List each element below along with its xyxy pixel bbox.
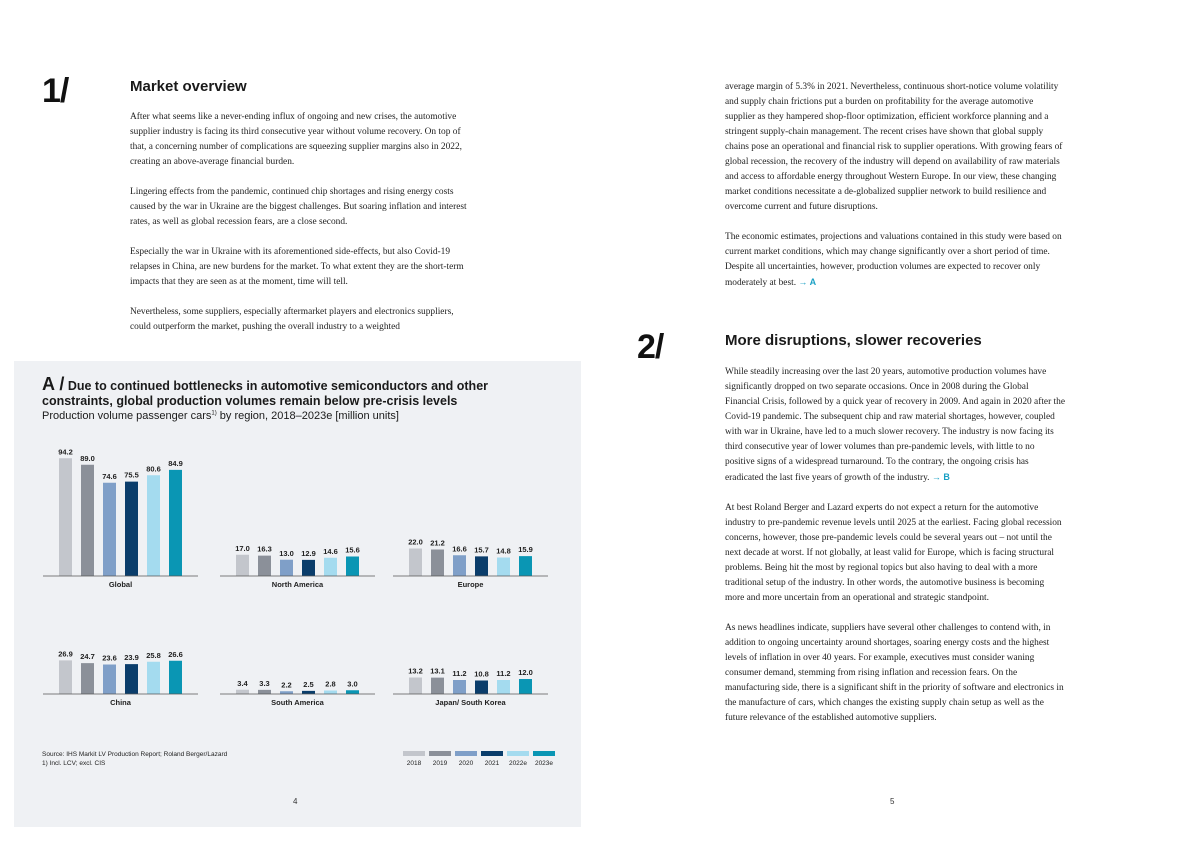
- bar: [125, 664, 138, 694]
- footnote-line: 1) Incl. LCV; excl. CIS: [42, 760, 106, 767]
- bar: [236, 555, 249, 576]
- chart-panel-north-america: [220, 544, 375, 589]
- data-label: 14.8: [496, 546, 511, 556]
- paragraph: Especially the war in Ukraine with its aforementioned side-effects, but also Covid-19 relapses in China, are new burdens for the market. To what extent they are the short-term impacts that they are seen as at the moment, time will tell.: [130, 247, 464, 287]
- paragraph: At best Roland Berger and Lazard experts do not expect a return for the automotive industry to pre-pandemic revenue levels until 2025 at the earliest. Facing global recession concerns, however, those pre-pandemic levels could be several years out – not until the next decade at worst. If not globally, at least valid for Europe, which is facing structural problems. Being hit the most by regional topics but also having to deal with a more traditional setup of the industry. In other words, the automotive business is becoming more and more uncertain from an operational and strategic standpoint.: [725, 503, 1062, 603]
- data-label: 2.5: [303, 679, 314, 689]
- bar: [519, 556, 532, 576]
- legend-label: 2018: [406, 760, 422, 767]
- data-label: 3.3: [259, 678, 270, 688]
- paragraph-text: The economic estimates, projections and valuations contained in this study were based on current market conditions, which may change significantly over a short period of time. Despite all uncertainties, however, production volumes are expected to recover only moderately at best.: [725, 232, 1062, 288]
- data-label: 12.9: [301, 548, 316, 558]
- region-label: South America: [271, 698, 324, 707]
- subtitle-rest: by region, 2018–2023e [million units]: [216, 410, 399, 422]
- data-label: 3.4: [237, 678, 248, 688]
- bar: [346, 557, 359, 577]
- paragraph: As news headlines indicate, suppliers have several other challenges to contend with, in addition to ongoing uncertainty around shortages, soaring energy costs and the highest levels of inflation in over 40 years. For example, executives must consider waning consumer demand, stemming from rising inflation and recession fears. On the manufacturing side, there is a significant shift in the priority of software and electronics in the manufacture of cars, which changes the existing supply chain setup as well as the future relevance of the established automotive suppliers.: [725, 623, 1064, 723]
- bar: [236, 690, 249, 694]
- legend-item: [403, 751, 425, 767]
- data-label: 26.9: [58, 649, 73, 659]
- bar: [81, 465, 94, 576]
- data-label: 24.7: [80, 652, 95, 662]
- legend-label: 2020: [458, 760, 474, 767]
- data-label: 15.6: [345, 545, 360, 555]
- exhibit-a: [14, 361, 581, 827]
- paragraph-text: While steadily increasing over the last 20 years, automotive production volumes have significantly dropped on two separate occasions. Once in 2008 during the Global Financial Crisis, followed by a quick year of recovery in 2009. And again in 2020 after the Covid-19 pandemic. The subsequent chip and raw material shortages, however, coupled with war in Ukraine, have led to a much slower recovery. The industry is now facing its third consecutive year of lower volumes than pre-pandemic levels, with little to no positive signs of a widespread turnaround. To the contrary, the ongoing crisis has eradicated the last five years of growth of the industry.: [725, 367, 1066, 483]
- region-label: Global: [108, 580, 133, 589]
- bar: [453, 680, 466, 694]
- region-label: China: [110, 698, 131, 707]
- legend-swatch: [507, 751, 529, 756]
- data-label: 13.1: [430, 666, 445, 676]
- legend-label: 2023e: [534, 760, 554, 767]
- data-label: 3.0: [347, 679, 358, 689]
- section-number-1: 1/: [42, 72, 69, 110]
- data-label: 26.6: [168, 649, 183, 659]
- legend-item: [429, 751, 451, 767]
- legend-swatch: [429, 751, 451, 756]
- region-label: Japan/ South Korea: [435, 698, 506, 707]
- paragraph: average margin of 5.3% in 2021. Nevertheless, continuous short-notice volume volatility and supply chain frictions put a burden on profitability for the average automotive supplier as they hampered shop-floor optimization, efficient workforce planning and a stringent supply-chain management. The recent crises have shown that global supply chains pose an operational and financial risk to supplier operations. With growing fears of global recession, the recovery of the industry will depend on availability of raw materials and access to affordable energy throughout Western Europe. In our view, these changing market conditions necessitate a de-globalized supplier network to build resilience and overcome current and future disruptions.: [725, 82, 1063, 212]
- bar: [497, 558, 510, 577]
- data-label: 22.0: [408, 537, 423, 547]
- data-label: 11.2: [496, 669, 511, 678]
- bar: [59, 660, 72, 694]
- legend-swatch: [455, 751, 477, 756]
- data-label: 23.9: [124, 653, 139, 663]
- paragraph: After what seems like a never-ending influx of ongoing and new crises, the automotive supplier industry is facing its third consecutive year without volume recovery. On top of that, a concerning number of complications are squeezing supplier margins also in 2022, creating an above-average financial burden.: [130, 112, 463, 167]
- bar: [324, 691, 337, 695]
- bar: [147, 662, 160, 694]
- exhibit-title-text: Due to continued bottlenecks in automotive semiconductors and other constraints, global production volumes remain below pre-crisis levels: [42, 379, 489, 408]
- region-label: Europe: [457, 580, 484, 589]
- legend-item: [455, 751, 477, 767]
- bar: [258, 690, 271, 694]
- bar: [409, 678, 422, 695]
- bar: [324, 558, 337, 576]
- data-label: 13.0: [279, 548, 294, 558]
- chart-panel-south-america: [220, 679, 375, 707]
- exhibit-b-link[interactable]: → B: [931, 472, 950, 482]
- chart-panel-japan-south-korea: [393, 667, 548, 708]
- data-label: 14.6: [323, 546, 338, 556]
- bar: [453, 555, 466, 576]
- data-label: 17.0: [235, 543, 250, 553]
- bar: [431, 678, 444, 694]
- bar: [125, 482, 138, 576]
- chart-panel-china: [43, 649, 198, 707]
- source-line: Source: IHS Markit LV Production Report; Roland Berger/Lazard: [42, 751, 228, 758]
- data-label: 16.6: [452, 544, 467, 554]
- exhibit-a-link[interactable]: → A: [798, 277, 817, 287]
- data-label: 12.0: [518, 668, 533, 677]
- data-label: 13.2: [408, 666, 423, 676]
- right-body-text: [725, 365, 1065, 741]
- data-label: 80.6: [146, 464, 161, 474]
- legend-item: [507, 751, 529, 767]
- bar: [302, 691, 315, 694]
- bar: [475, 681, 488, 695]
- data-label: 2.8: [325, 679, 336, 689]
- left-body-text: [130, 110, 470, 350]
- bar: [280, 560, 293, 576]
- bar: [103, 665, 116, 695]
- legend-label: 2019: [432, 760, 448, 767]
- right-page: [595, 0, 1190, 841]
- bar: [169, 470, 182, 576]
- bar: [409, 549, 422, 577]
- subtitle-footnote-mark: 1): [211, 410, 217, 417]
- paragraph: Nevertheless, some suppliers, especially aftermarket players and electronics suppliers, could outperform the market, pushing the overall industry to a weighted: [130, 307, 454, 332]
- data-label: 23.6: [102, 653, 117, 663]
- data-label: 74.6: [102, 471, 117, 481]
- bar: [519, 679, 532, 694]
- chart-panel-global: [43, 447, 198, 589]
- data-label: 84.9: [168, 458, 183, 468]
- data-label: 25.8: [146, 650, 161, 660]
- bar: [103, 483, 116, 576]
- data-label: 75.5: [124, 470, 139, 480]
- data-label: 15.7: [474, 545, 489, 555]
- paragraph: [725, 230, 1065, 291]
- legend-item: [481, 751, 503, 767]
- subtitle-text: Production volume passenger cars: [42, 410, 212, 422]
- paragraph: Lingering effects from the pandemic, continued chip shortages and rising energy costs caused by the war in Ukraine are the biggest challenges. But soaring inflation and interest rates, as well as global recession fears, are a close second.: [130, 187, 467, 227]
- bar: [475, 556, 488, 576]
- chart-source: [42, 750, 227, 768]
- legend-swatch: [481, 751, 503, 756]
- legend-swatch: [533, 751, 555, 756]
- section-number-2: 2/: [637, 328, 664, 366]
- legend-item: [533, 751, 555, 767]
- bar: [147, 475, 160, 576]
- exhibit-letter: A /: [42, 374, 65, 394]
- bar: [59, 458, 72, 576]
- bar: [258, 556, 271, 576]
- legend-label: 2021: [484, 760, 500, 767]
- section-title-market-overview: Market overview: [130, 78, 247, 95]
- bar: [280, 691, 293, 694]
- legend-label: 2022e: [508, 760, 528, 767]
- chart-panel-europe: [393, 538, 548, 590]
- right-intro-text: [725, 80, 1065, 306]
- bar: [302, 560, 315, 576]
- bar: [431, 550, 444, 577]
- page-number-right: 5: [890, 797, 895, 806]
- data-label: 16.3: [257, 544, 272, 554]
- legend-swatch: [403, 751, 425, 756]
- section-title-disruptions: More disruptions, slower recoveries: [725, 332, 982, 349]
- data-label: 21.2: [430, 538, 445, 548]
- data-label: 89.0: [80, 453, 95, 463]
- data-label: 10.8: [474, 669, 489, 679]
- data-label: 2.2: [281, 680, 292, 690]
- bar: [346, 690, 359, 694]
- paragraph: [725, 365, 1065, 486]
- bar: [81, 663, 94, 694]
- data-label: 11.2: [452, 669, 467, 678]
- bar: [169, 661, 182, 694]
- page-number-left: 4: [293, 797, 298, 806]
- bar: [497, 680, 510, 694]
- data-label: 94.2: [58, 447, 73, 457]
- data-label: 15.9: [518, 545, 533, 555]
- region-label: North America: [271, 580, 324, 589]
